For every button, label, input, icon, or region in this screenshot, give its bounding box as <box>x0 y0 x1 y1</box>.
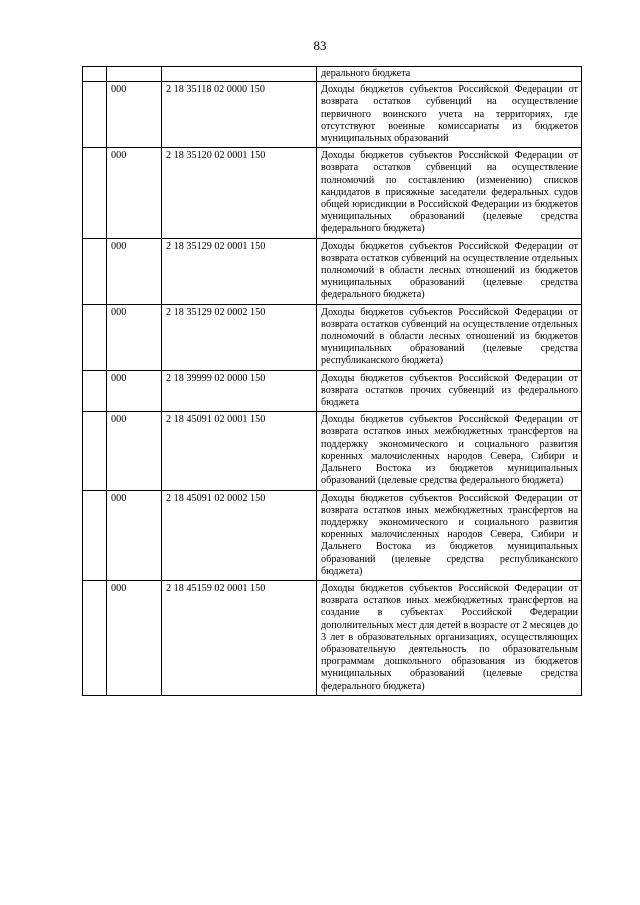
kbk-cell: 2 18 45091 02 0001 150 <box>162 412 317 490</box>
admin-code-cell: 000 <box>107 82 162 148</box>
description-cell: Доходы бюджетов субъектов Российской Федерации от возврата остатков субвенций на осуществление отдельных полномочий в области лесных отношений из бюджетов муниципальных образований (целевые средства федерального бюджета) <box>317 238 582 304</box>
admin-code-cell: 000 <box>107 304 162 370</box>
table-row <box>83 148 582 238</box>
kbk-cell: 2 18 45159 02 0001 150 <box>162 580 317 695</box>
blank-cell <box>83 67 107 82</box>
budget-codes-table <box>82 66 582 696</box>
blank-cell <box>83 238 107 304</box>
description-cell: дерального бюджета <box>317 67 582 82</box>
table-row <box>83 82 582 148</box>
table-row <box>83 238 582 304</box>
table-row-continuation <box>83 67 582 82</box>
admin-code-cell: 000 <box>107 238 162 304</box>
blank-cell <box>83 490 107 580</box>
description-cell: Доходы бюджетов субъектов Российской Федерации от возврата остатков субвенций на осуществление полномочий по составлению (изменению) списков кандидатов в присяжные заседатели федеральных судов общей юрисдикции в Российской Федерации из бюджетов муниципальных образований (целевые средства федерального бюджета) <box>317 148 582 238</box>
description-cell: Доходы бюджетов субъектов Российской Федерации от возврата остатков прочих субвенций из федерального бюджета <box>317 370 582 412</box>
blank-cell <box>83 370 107 412</box>
kbk-cell <box>162 67 317 82</box>
blank-cell <box>83 304 107 370</box>
admin-code-cell: 000 <box>107 490 162 580</box>
kbk-cell: 2 18 35129 02 0002 150 <box>162 304 317 370</box>
description-cell: Доходы бюджетов субъектов Российской Федерации от возврата остатков иных межбюджетных трансфертов на создание в субъектах Российской Федерации дополнительных мест для детей в возрасте от 2 месяцев до 3 лет в образовательных организациях, осуществляющих образовательную деятельность по образовательным программам дошкольного образования из бюджетов муниципальных образований (целевые средства федерального бюджета) <box>317 580 582 695</box>
kbk-cell: 2 18 45091 02 0002 150 <box>162 490 317 580</box>
table-row <box>83 370 582 412</box>
table-row <box>83 304 582 370</box>
admin-code-cell: 000 <box>107 580 162 695</box>
description-cell: Доходы бюджетов субъектов Российской Федерации от возврата остатков иных межбюджетных трансфертов на поддержку экономического и социального развития коренных малочисленных народов Севера, Сибири и Дальнего Востока из бюджетов муниципальных образований (целевые средства федерального бюджета) <box>317 412 582 490</box>
blank-cell <box>83 148 107 238</box>
admin-code-cell <box>107 67 162 82</box>
description-cell: Доходы бюджетов субъектов Российской Федерации от возврата остатков субвенций на осуществление первичного воинского учета на территориях, где отсутствуют военные комиссариаты из бюджетов муниципальных образований <box>317 82 582 148</box>
blank-cell <box>83 82 107 148</box>
table-row <box>83 490 582 580</box>
blank-cell <box>83 580 107 695</box>
admin-code-cell: 000 <box>107 412 162 490</box>
kbk-cell: 2 18 39999 02 0000 150 <box>162 370 317 412</box>
admin-code-cell: 000 <box>107 148 162 238</box>
table-row <box>83 580 582 695</box>
table-body <box>83 67 582 696</box>
blank-cell <box>83 412 107 490</box>
description-cell: Доходы бюджетов субъектов Российской Федерации от возврата остатков субвенций на осуществление отдельных полномочий в области лесных отношений из бюджетов муниципальных образований (целевые средства республиканского бюджета) <box>317 304 582 370</box>
page-number: 83 <box>313 38 327 53</box>
kbk-cell: 2 18 35118 02 0000 150 <box>162 82 317 148</box>
table-row <box>83 412 582 490</box>
admin-code-cell: 000 <box>107 370 162 412</box>
kbk-cell: 2 18 35120 02 0001 150 <box>162 148 317 238</box>
description-cell: Доходы бюджетов субъектов Российской Федерации от возврата остатков иных межбюджетных трансфертов на поддержку экономического и социального развития коренных малочисленных народов Севера, Сибири и Дальнего Востока из бюджетов муниципальных образований (целевые средства республиканского бюджета) <box>317 490 582 580</box>
kbk-cell: 2 18 35129 02 0001 150 <box>162 238 317 304</box>
